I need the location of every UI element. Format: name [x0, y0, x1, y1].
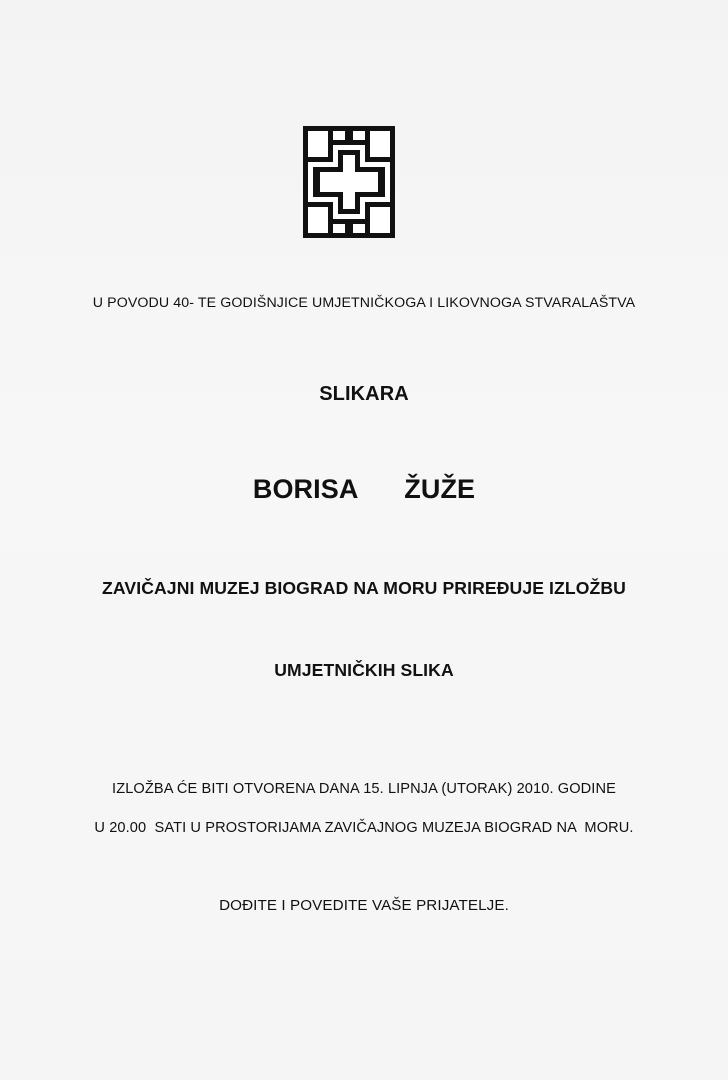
opening-time-text: U 20.00 SATI U PROSTORIJAMA ZAVIČAJNOG MUZEJA BIOGRAD NA MORU.: [94, 820, 634, 836]
cross-emblem-icon: [303, 126, 395, 238]
organizer-text: ZAVIČAJNI MUZEJ BIOGRAD NA MORU PRIREĐUJE IZLOŽBU: [102, 578, 626, 598]
intro-text: U POVODU 40- TE GODIŠNJICE UMJETNIČKOGA I LIKOVNOGA STVARALAŠTVA: [92, 295, 636, 311]
opening-date-text: IZLOŽBA ĆE BITI OTVORENA DANA 15. LIPNJA (UTORAK) 2010. GODINE: [112, 781, 616, 797]
closing-text: DOĐITE I POVEDITE VAŠE PRIJATELJE.: [219, 897, 509, 914]
artist-name: BORISA ŽUŽE: [252, 474, 476, 504]
works-text: UMJETNIČKIH SLIKA: [274, 660, 454, 680]
subtitle-text: SLIKARA: [319, 383, 409, 405]
